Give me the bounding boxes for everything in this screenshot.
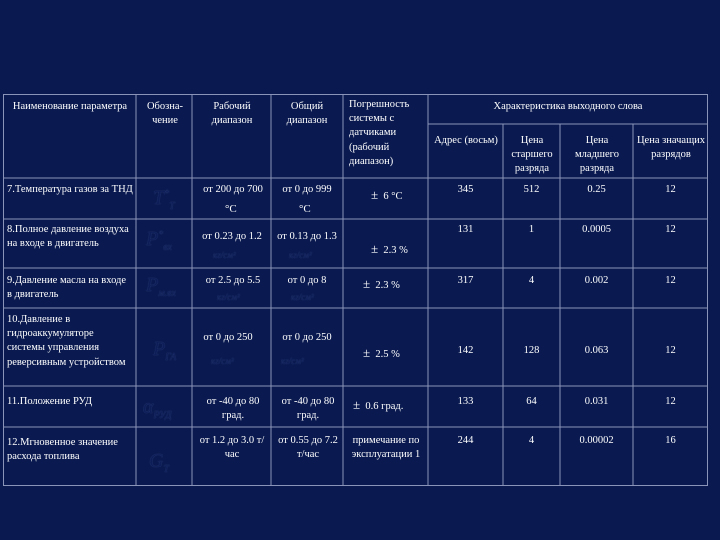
working-unit: кг/см² — [217, 292, 240, 302]
row-name: 12.Мгновенное значение расхода топлива — [7, 437, 118, 463]
msb-price: 4 — [528, 435, 535, 446]
header-address: Адрес (восьм) — [434, 135, 498, 146]
header-output-word: Характеристика выходного слова — [493, 101, 643, 112]
working-range: от 1.2 до 3.0 т/час — [199, 435, 265, 461]
header-designation: Обозна-чение — [146, 101, 184, 127]
working-unit: °C — [225, 203, 237, 215]
error-value: ± 2.3 % — [363, 276, 400, 291]
lsb-price: 0.00002 — [579, 435, 614, 446]
total-unit: кг/см² — [281, 356, 304, 366]
error-value: примечание по эксплуатации 1 — [351, 435, 421, 461]
header-significant-bits: Цена значащих разрядов — [636, 135, 706, 161]
address: 244 — [457, 435, 474, 446]
header-total-range: Общий диапазон — [286, 101, 328, 127]
symbol: $P^*_{вх}$ — [146, 228, 172, 253]
row-name: 8.Полное давление воздуха на входе в двигатель — [7, 224, 129, 250]
significant-bits: 12 — [665, 184, 676, 195]
row-name: 9.Давление масла на входе в двигатель — [7, 275, 127, 301]
total-unit: кг/см² — [289, 250, 312, 260]
header-working-range: Рабочий диапазон — [211, 101, 253, 127]
msb-price: 512 — [523, 184, 540, 195]
lsb-price: 0.25 — [587, 184, 606, 195]
msb-price: 1 — [528, 224, 535, 235]
address: 345 — [457, 184, 474, 195]
row-name: 7.Температура газов за ТНД — [7, 184, 133, 195]
lsb-price: 0.002 — [584, 275, 609, 286]
lsb-price: 0.031 — [584, 396, 609, 407]
symbol: $P_{м.вх}$ — [146, 274, 176, 299]
working-range: от 2.5 до 5.5 — [205, 275, 261, 286]
error-value: ± 2.5 % — [363, 345, 400, 360]
lsb-price: 0.0005 — [582, 224, 611, 235]
header-msb-price: Цена старшего разряда — [511, 135, 553, 175]
symbol: $T^*_T$ — [153, 187, 175, 212]
row-name: 11.Положение РУД — [7, 396, 93, 407]
total-range: от -40 до 80 град. — [281, 396, 335, 422]
significant-bits: 12 — [665, 345, 676, 356]
working-unit: кг/см² — [213, 250, 236, 260]
header-error: Погрешность системы с датчиками (рабочий диапазон) — [349, 99, 410, 167]
address: 142 — [457, 345, 474, 356]
address: 317 — [457, 275, 474, 286]
working-range: от -40 до 80 град. — [206, 396, 260, 422]
total-range: от 0 до 250 — [282, 332, 332, 343]
address: 131 — [457, 224, 474, 235]
msb-price: 4 — [528, 275, 535, 286]
working-unit: кг/см² — [211, 356, 234, 366]
error-value: ± 0.6 град. — [353, 397, 404, 412]
msb-price: 64 — [526, 396, 537, 407]
total-range: от 0 до 8 — [287, 275, 327, 286]
header-lsb-price: Цена младшего разряда — [575, 135, 619, 175]
msb-price: 128 — [523, 345, 540, 356]
header-name: Наименование параметра — [12, 101, 128, 112]
significant-bits: 16 — [665, 435, 676, 446]
total-range: от 0.13 до 1.3 — [277, 231, 337, 242]
symbol: $G_T$ — [149, 450, 170, 475]
row-name: 10.Давление в гидроаккумуляторе системы управления реверсивным устройством — [7, 314, 126, 368]
significant-bits: 12 — [665, 275, 676, 286]
parameters-table — [3, 94, 708, 486]
total-range: от 0.55 до 7.2 т/час — [278, 435, 338, 461]
total-unit: кг/см² — [291, 292, 314, 302]
significant-bits: 12 — [665, 396, 676, 407]
error-value: ± 6 °C — [371, 187, 403, 202]
symbol: $P_{ГА}$ — [153, 338, 177, 363]
lsb-price: 0.063 — [584, 345, 609, 356]
working-range: от 0 до 250 — [203, 332, 253, 343]
symbol: $\alpha_{РУД}$ — [143, 396, 172, 421]
working-range: от 200 до 700 — [203, 184, 263, 195]
significant-bits: 12 — [665, 224, 676, 235]
total-unit: °C — [299, 203, 311, 215]
working-range: от 0.23 до 1.2 — [202, 231, 262, 242]
error-value: ± 2.3 % — [371, 241, 408, 256]
address: 133 — [457, 396, 474, 407]
total-range: от 0 до 999 — [282, 184, 332, 195]
